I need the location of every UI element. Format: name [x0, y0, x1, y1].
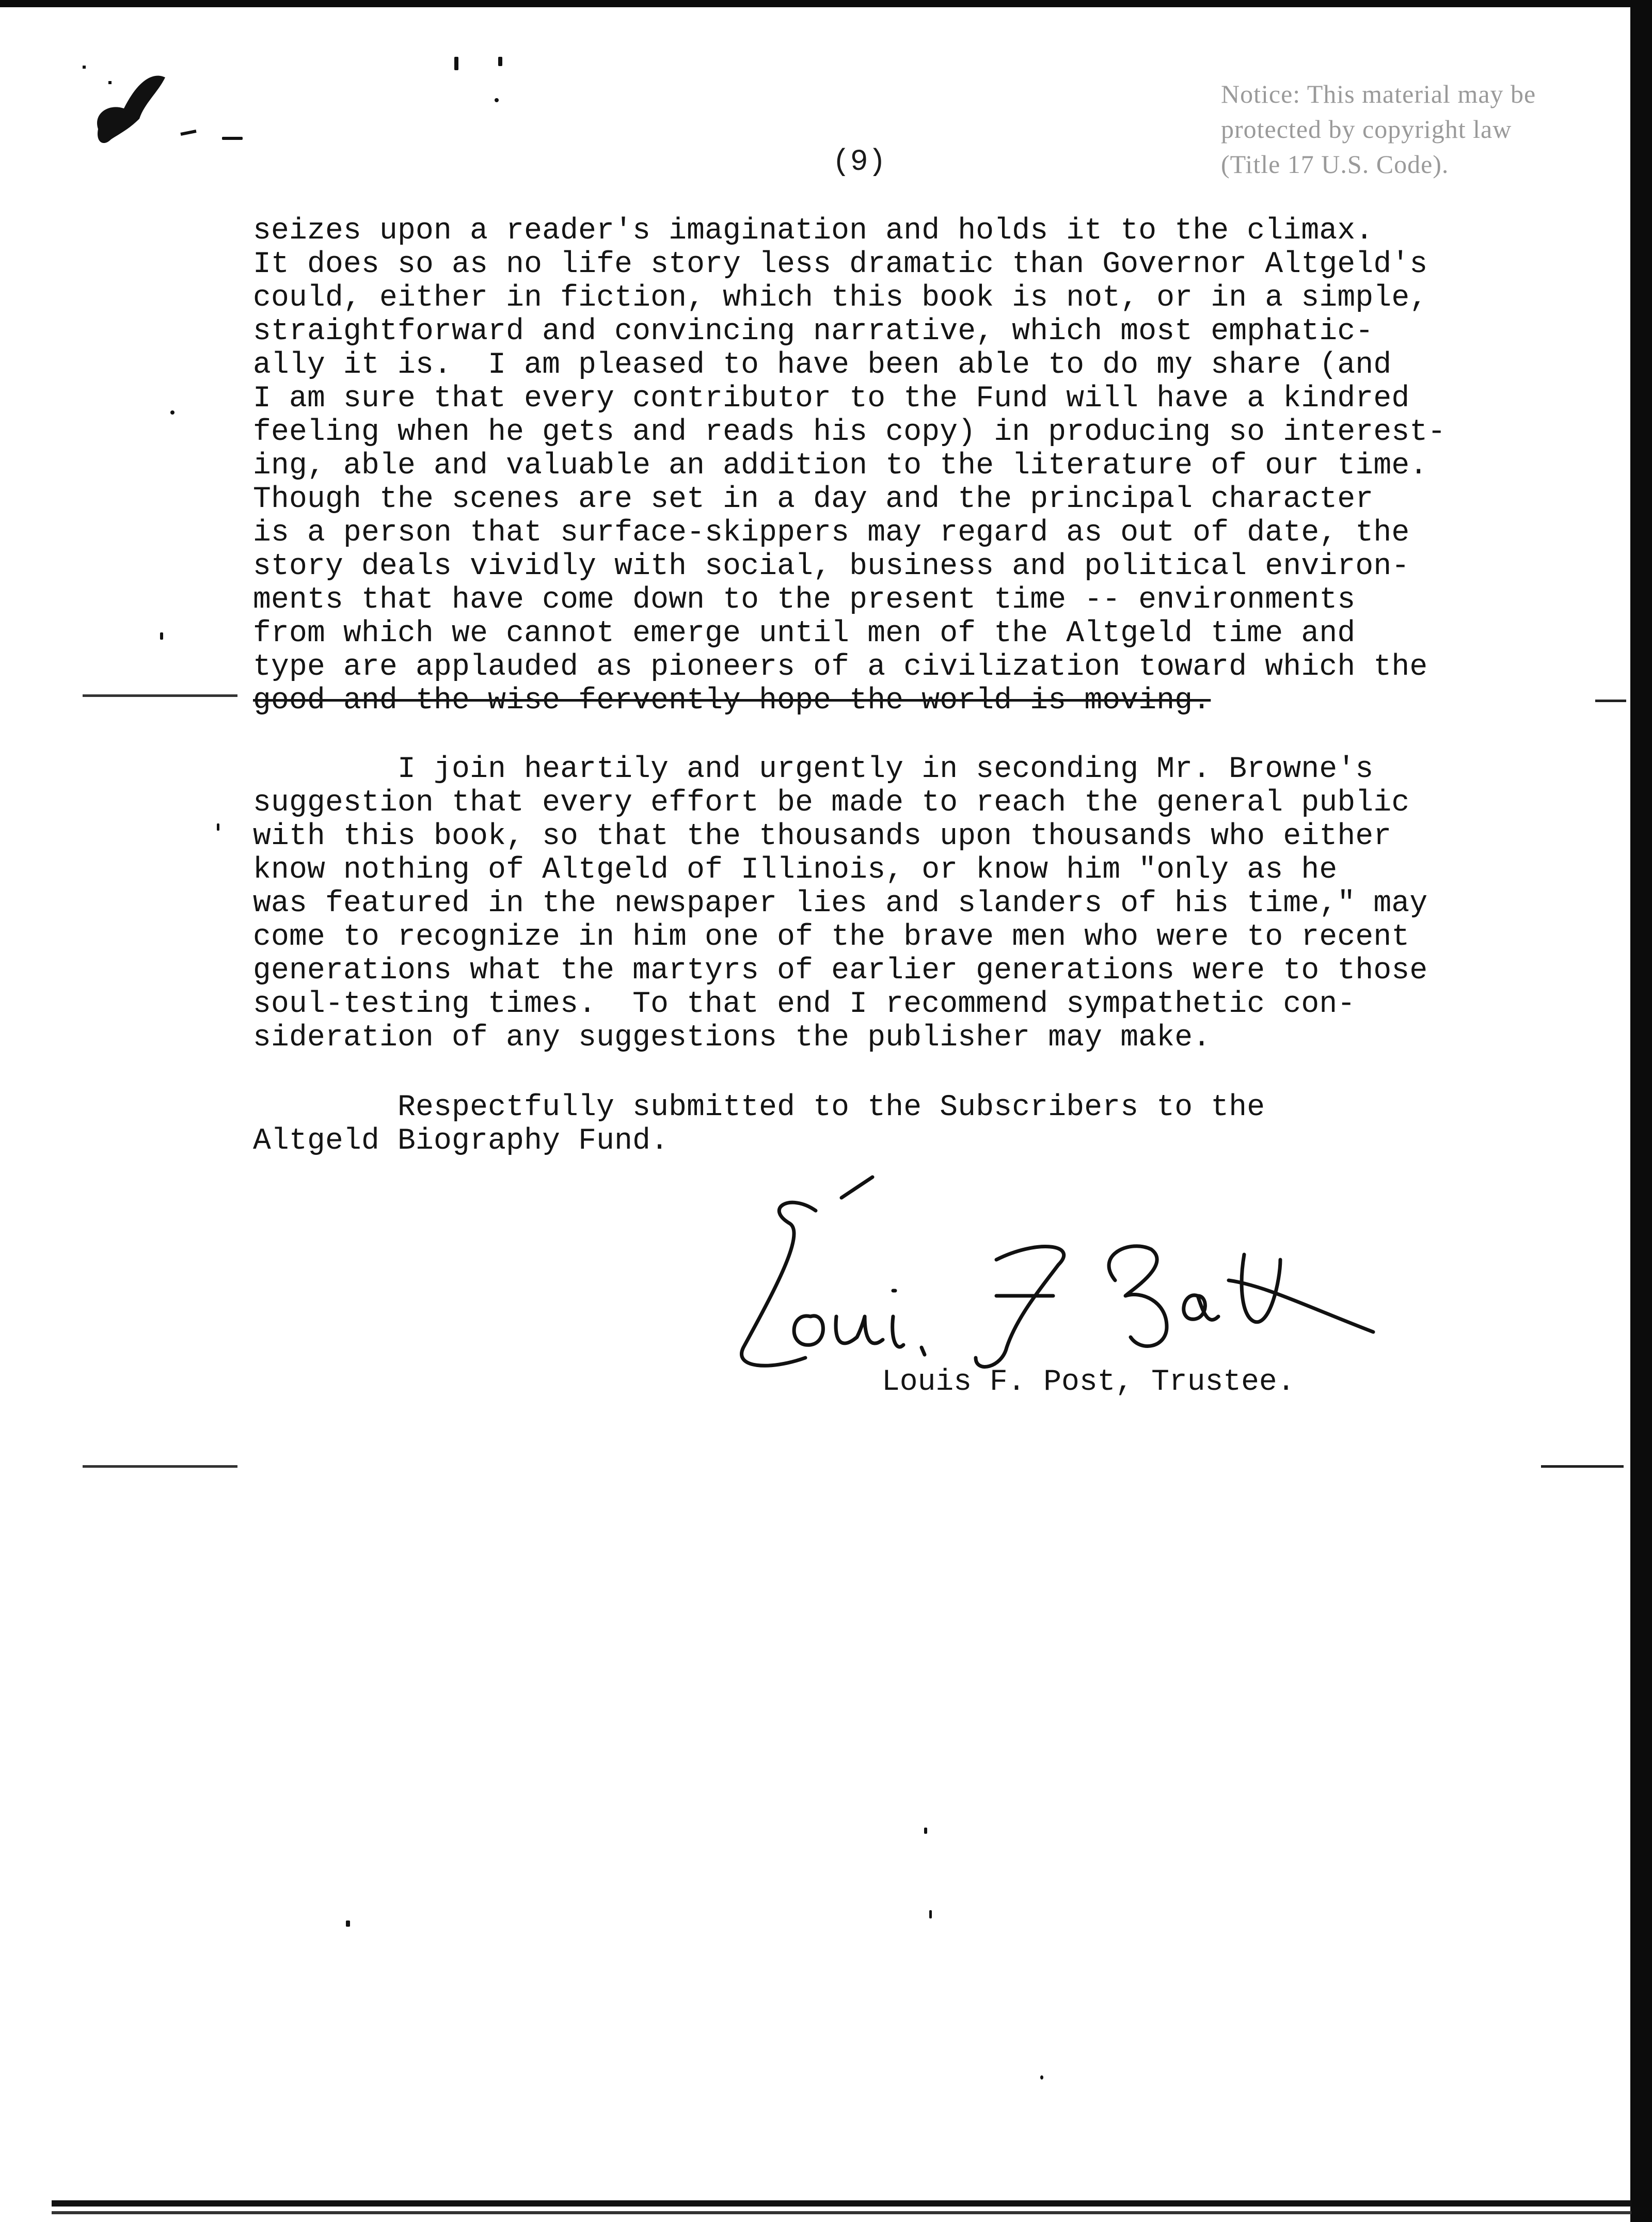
margin-dash-mark: [83, 1465, 237, 1468]
notice-line: (Title 17 U.S. Code).: [1221, 150, 1449, 179]
text-line: seizes upon a reader's imagination and holds it to the climax.: [253, 214, 1374, 248]
text-line: story deals vividly with social, business and political environ-: [253, 550, 1410, 583]
scan-speck: [170, 410, 174, 415]
scan-speck: [495, 98, 499, 102]
text-line: know nothing of Altgeld of Illinois, or know him "only as he: [253, 853, 1338, 887]
scan-speck: [222, 137, 243, 140]
text-line: Though the scenes are set in a day and the principal character: [253, 483, 1374, 516]
handwritten-signature: [687, 1162, 1435, 1384]
text-line: straightforward and convincing narrative, which most emphatic-: [253, 315, 1374, 348]
text-line: Respectfully submitted to the Subscribers to the: [253, 1091, 1265, 1124]
text-line: ments that have come down to the present time -- environments: [253, 583, 1356, 617]
text-line: from which we cannot emerge until men of the Altgeld time and: [253, 617, 1356, 650]
copyright-notice-stamp: [1221, 76, 1613, 182]
scan-bottom-rule: [52, 2211, 1631, 2214]
text-line: It does so as no life story less dramatic than Governor Altgeld's: [253, 248, 1428, 281]
scan-right-edge: [1630, 0, 1652, 2222]
struck-text-line: good and the wise fervently hope the world is moving.: [253, 684, 1211, 718]
scan-speck: [498, 57, 502, 66]
signer-name: Louis F. Post, Trustee.: [882, 1366, 1295, 1399]
closing-paragraph: [253, 1091, 1265, 1158]
text-line: type are applauded as pioneers of a civilization toward which the: [253, 650, 1428, 684]
scan-bottom-rule: [52, 2200, 1631, 2207]
scan-speck: [217, 823, 219, 831]
text-line: generations what the martyrs of earlier generations were to those: [253, 954, 1428, 988]
text-line: come to recognize in him one of the brave men who were to recent: [253, 920, 1410, 954]
text-line: is a person that surface-skippers may regard as out of date, the: [253, 516, 1410, 550]
text-line: ally it is. I am pleased to have been able to do my share (and: [253, 348, 1392, 382]
paragraph-1: [253, 214, 1446, 718]
margin-dash-mark: [83, 694, 237, 697]
scan-speck: [924, 1828, 927, 1834]
text-line: I join heartily and urgently in seconding Mr. Browne's: [253, 753, 1374, 786]
text-line: was featured in the newspaper lies and slanders of his time," may: [253, 887, 1428, 920]
text-line: Altgeld Biography Fund.: [253, 1124, 669, 1158]
text-line: with this book, so that the thousands upon thousands who either: [253, 820, 1392, 853]
text-line: I am sure that every contributor to the Fund will have a kindred: [253, 382, 1410, 416]
text-line: sideration of any suggestions the publisher may make.: [253, 1021, 1211, 1055]
scan-top-edge: [0, 0, 1652, 7]
ink-blot-mark: [62, 57, 248, 160]
scan-speck: [929, 1910, 932, 1918]
scan-speck: [454, 57, 458, 70]
text-line: soul-testing times. To that end I recommend sympathetic con-: [253, 988, 1356, 1021]
scan-speck: [1040, 2075, 1043, 2080]
text-line: suggestion that every effort be made to reach the general public: [253, 786, 1410, 820]
text-line: feeling when he gets and reads his copy) in producing so interest-: [253, 416, 1446, 449]
notice-line: protected by copyright law: [1221, 115, 1512, 144]
paragraph-2: [253, 753, 1427, 1055]
notice-line: Notice: This material may be: [1221, 80, 1536, 108]
page-number: (9): [832, 146, 886, 179]
text-line: could, either in fiction, which this book is not, or in a simple,: [253, 281, 1428, 315]
margin-dash-mark: [1595, 700, 1626, 702]
margin-dash-mark: [1541, 1465, 1624, 1468]
text-line: ing, able and valuable an addition to the literature of our time.: [253, 449, 1428, 483]
scan-speck: [160, 632, 163, 640]
scan-speck: [346, 1921, 350, 1927]
